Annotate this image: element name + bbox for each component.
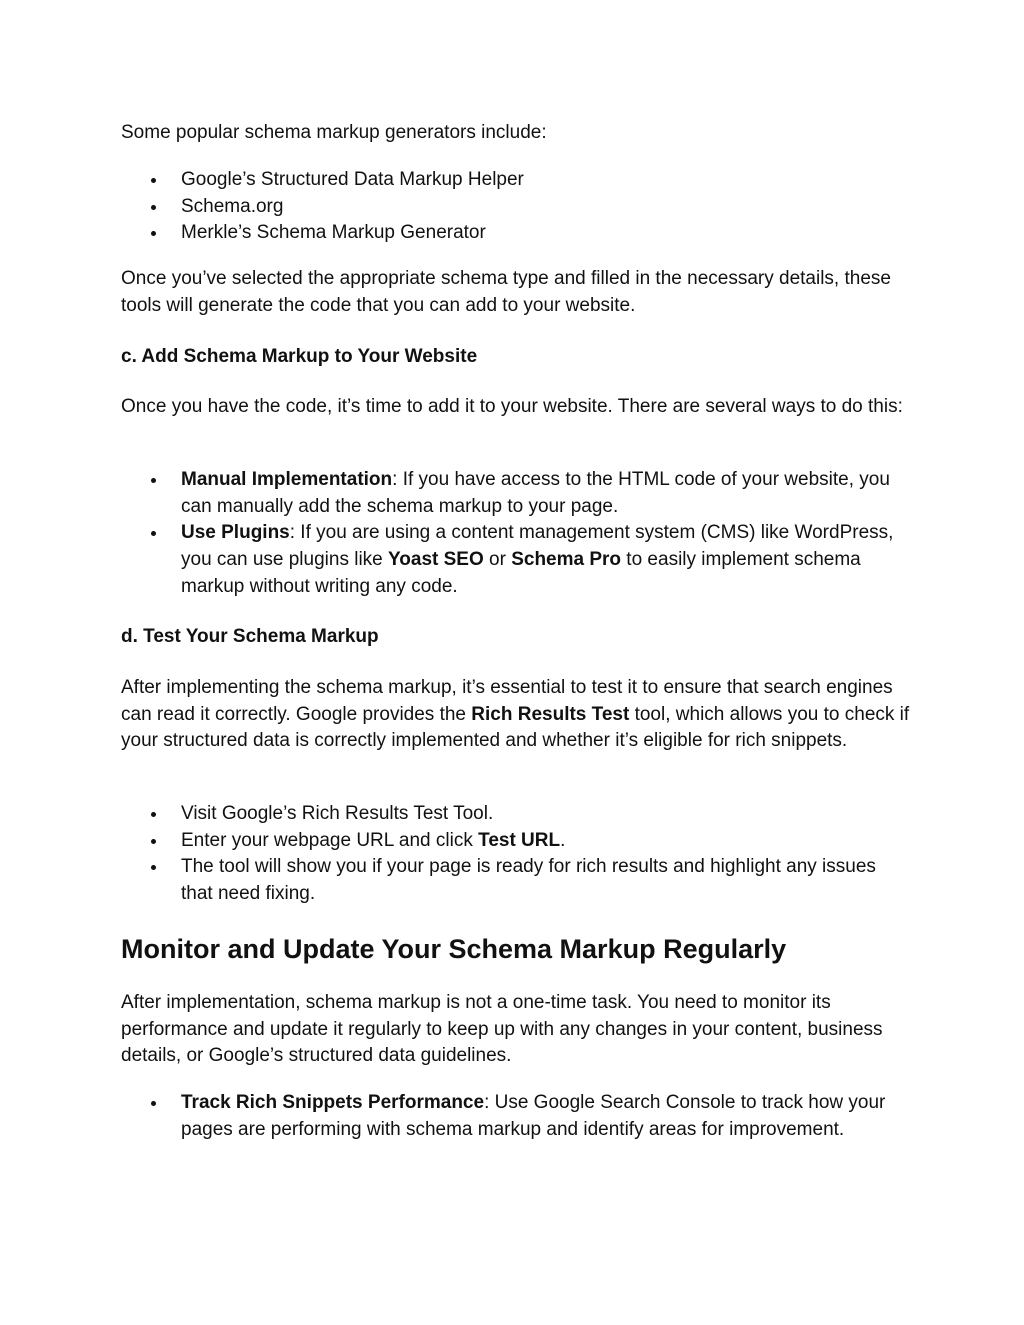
implementation-list [121, 467, 911, 601]
generator-item-3: Merkle’s Schema Markup Generator [181, 222, 486, 244]
list-item [121, 520, 911, 600]
use-plugins-label: Use Plugins [181, 522, 290, 544]
test-step-2-end: . [560, 829, 566, 851]
list-item [121, 220, 911, 247]
test-steps-list [121, 801, 911, 908]
test-step-2-text: Enter your webpage URL and click [181, 829, 479, 851]
list-item [121, 194, 911, 221]
monitor-paragraph: After implementation, schema markup is not a one-time task. You need to monitor its performance and update it regularly to keep up with any changes in your content, business details, or Google’s structured data guidelines. [121, 992, 883, 1067]
section-d-text-1: After implementing the schema markup, it’s essential to test it to ensure that search engines can read it correctly. Google provides the [121, 677, 893, 725]
section-c-intro: Once you have the code, it’s time to add it to your website. There are several ways to do this: [121, 396, 903, 417]
list-item [121, 1090, 911, 1143]
section-c-heading: c. Add Schema Markup to Your Website [121, 346, 478, 367]
generator-item-1: Google’s Structured Data Markup Helper [181, 169, 524, 190]
manual-implementation-label: Manual Implementation [181, 469, 393, 490]
monitor-heading: Monitor and Update Your Schema Markup Regularly [121, 934, 787, 964]
generator-item-2: Schema.org [181, 195, 284, 217]
generators-after-text: Once you’ve selected the appropriate schema type and filled in the necessary details, these tools will generate the code that you can add to your website. [121, 268, 891, 316]
generators-list [121, 167, 911, 247]
rich-results-test-label: Rich Results Test [471, 703, 630, 725]
test-url-label: Test URL [478, 829, 561, 851]
section-d-heading: d. Test Your Schema Markup [121, 626, 379, 647]
test-step-3: The tool will show you if your page is ready for rich results and highlight any issues that need fixing. [181, 856, 876, 905]
list-item [121, 467, 911, 520]
list-item [121, 801, 911, 828]
manual-implementation-text: : If you have access to the HTML code of your website, you can manually add the schema markup to your page. [181, 469, 890, 517]
yoast-seo-label: Yoast SEO [388, 549, 484, 571]
list-item [121, 854, 911, 907]
list-item [121, 167, 911, 194]
track-rich-snippets-text: : Use Google Search Console to track how your pages are performing with schema markup and identify areas for improvement. [181, 1092, 886, 1140]
schema-pro-label: Schema Pro [511, 549, 622, 571]
use-plugins-text-2: or [483, 549, 512, 571]
list-item [121, 828, 911, 855]
section-d-paragraph [121, 675, 911, 755]
use-plugins-text-3: to easily implement schema markup without writing any code. [181, 549, 861, 597]
use-plugins-text-1: : If you are using a content management system (CMS) like WordPress, you can use plugins like [181, 522, 894, 571]
test-step-1: Visit Google’s Rich Results Test Tool. [181, 803, 494, 824]
monitor-list [121, 1090, 911, 1143]
track-rich-snippets-label: Track Rich Snippets Performance [181, 1092, 485, 1113]
intro-text: Some popular schema markup generators include: [121, 122, 547, 143]
section-d-text-2: tool, which allows you to check if your structured data is correctly implemented and whether it’s eligible for rich snippets. [121, 703, 910, 752]
